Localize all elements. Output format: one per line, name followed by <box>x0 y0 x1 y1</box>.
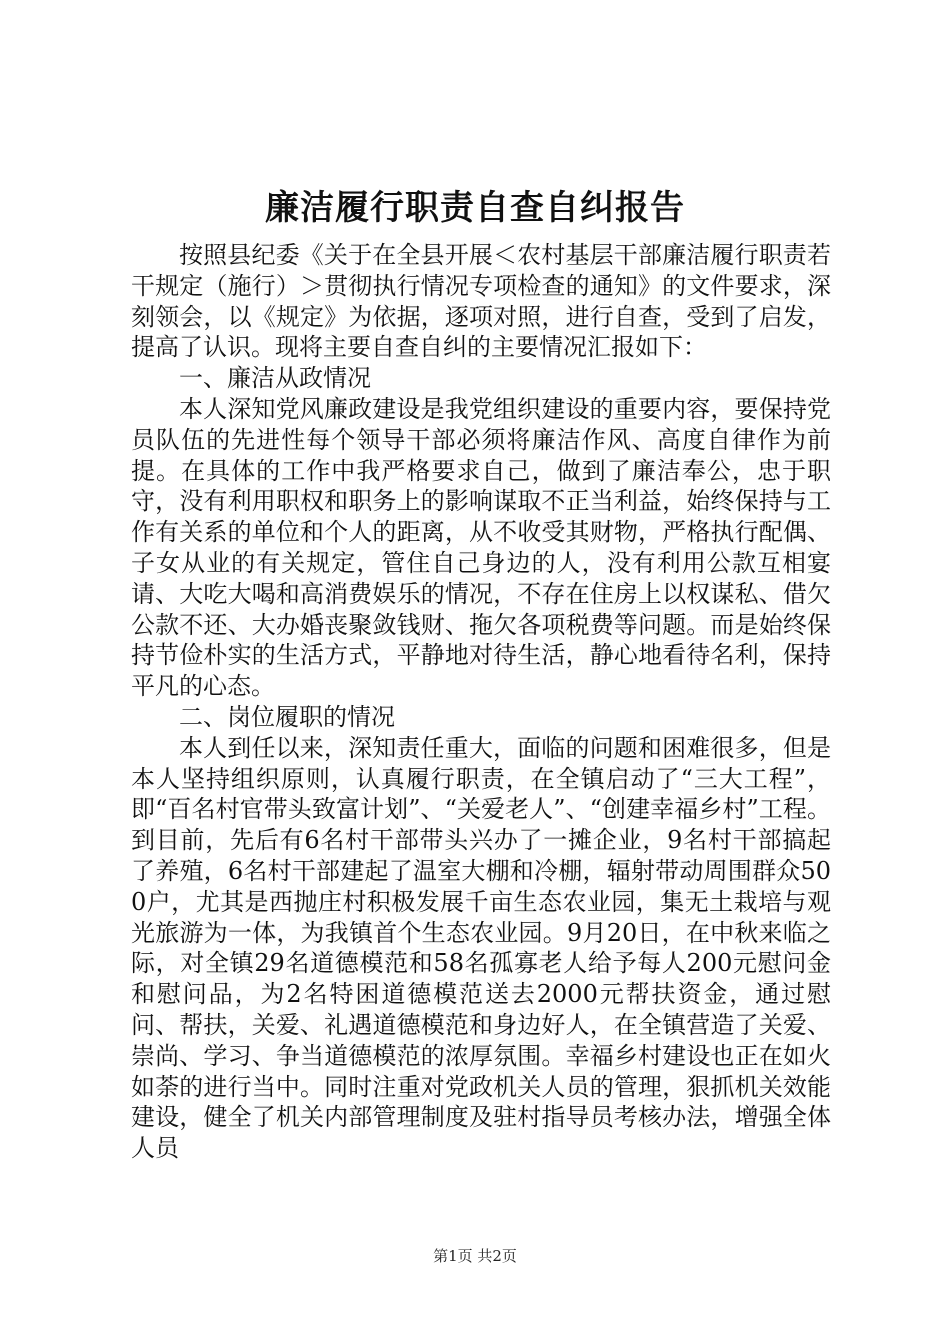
page-footer: 第1页 共2页 <box>433 1247 517 1265</box>
section-body-integrity: 本人深知党风廉政建设是我党组织建设的重要内容，要保持党员队伍的先进性每个领导干部必须将廉洁作风、高度自律作为前提。在具体的工作中我严格要求自己，做到了廉洁奉公，忠于职守，没有利用职权和职务上的影响谋取不正当利益，始终保持与工作有关系的单位和个人的距离，从不收受其财物，严格执行配偶、子女从业的有关规定，管住自己身边的人，没有利用公款互相宴请、大吃大喝和高消费娱乐的情况，不存在住房上以权谋私、借欠公款不还、大办婚丧聚敛钱财、拖欠各项税费等问题。而是始终保持节俭朴实的生活方式，平静地对待生活，静心地看待名利，保持平凡的心态。 <box>131 394 831 701</box>
section-body-duties: 本人到任以来，深知责任重大，面临的问题和困难很多，但是本人坚持组织原则，认真履行职责，在全镇启动了“三大工程”，即“百名村官带头致富计划”、“关爱老人”、“创建幸福乡村”工程。到目前，先后有6名村干部带头兴办了一摊企业，9名村干部搞起了养殖，6名村干部建起了温室大棚和冷棚，辐射带动周围群众500户，尤其是西抛庄村积极发展千亩生态农业园，集无土栽培与观光旅游为一体，为我镇首个生态农业园。9月20日，在中秋来临之际，对全镇29名道德模范和58名孤寡老人给予每人200元慰问金和慰问品，为2名特困道德模范送去2000元帮扶资金，通过慰问、帮扶，关爱、礼遇道德模范和身边好人，在全镇营造了关爱、崇尚、学习、争当道德模范的浓厚氛围。幸福乡村建设也正在如火如荼的进行当中。同时注重对党政机关人员的管理，狠抓机关效能建设，健全了机关内部管理制度及驻村指导员考核办法，增强全体人员 <box>131 733 831 1163</box>
document-title: 廉洁履行职责自查自纠报告 <box>265 188 685 228</box>
document-body <box>131 240 831 1164</box>
section-heading-integrity: 一、廉洁从政情况 <box>179 364 371 393</box>
section-heading-duties: 二、岗位履职的情况 <box>179 702 395 731</box>
intro-paragraph: 按照县纪委《关于在全县开展＜农村基层干部廉洁履行职责若干规定（施行）＞贯彻执行情况专项检查的通知》的文件要求，深刻领会，以《规定》为依据，逐项对照，进行自查，受到了启发，提高了认识。现将主要自查自纠的主要情况汇报如下： <box>131 241 831 362</box>
